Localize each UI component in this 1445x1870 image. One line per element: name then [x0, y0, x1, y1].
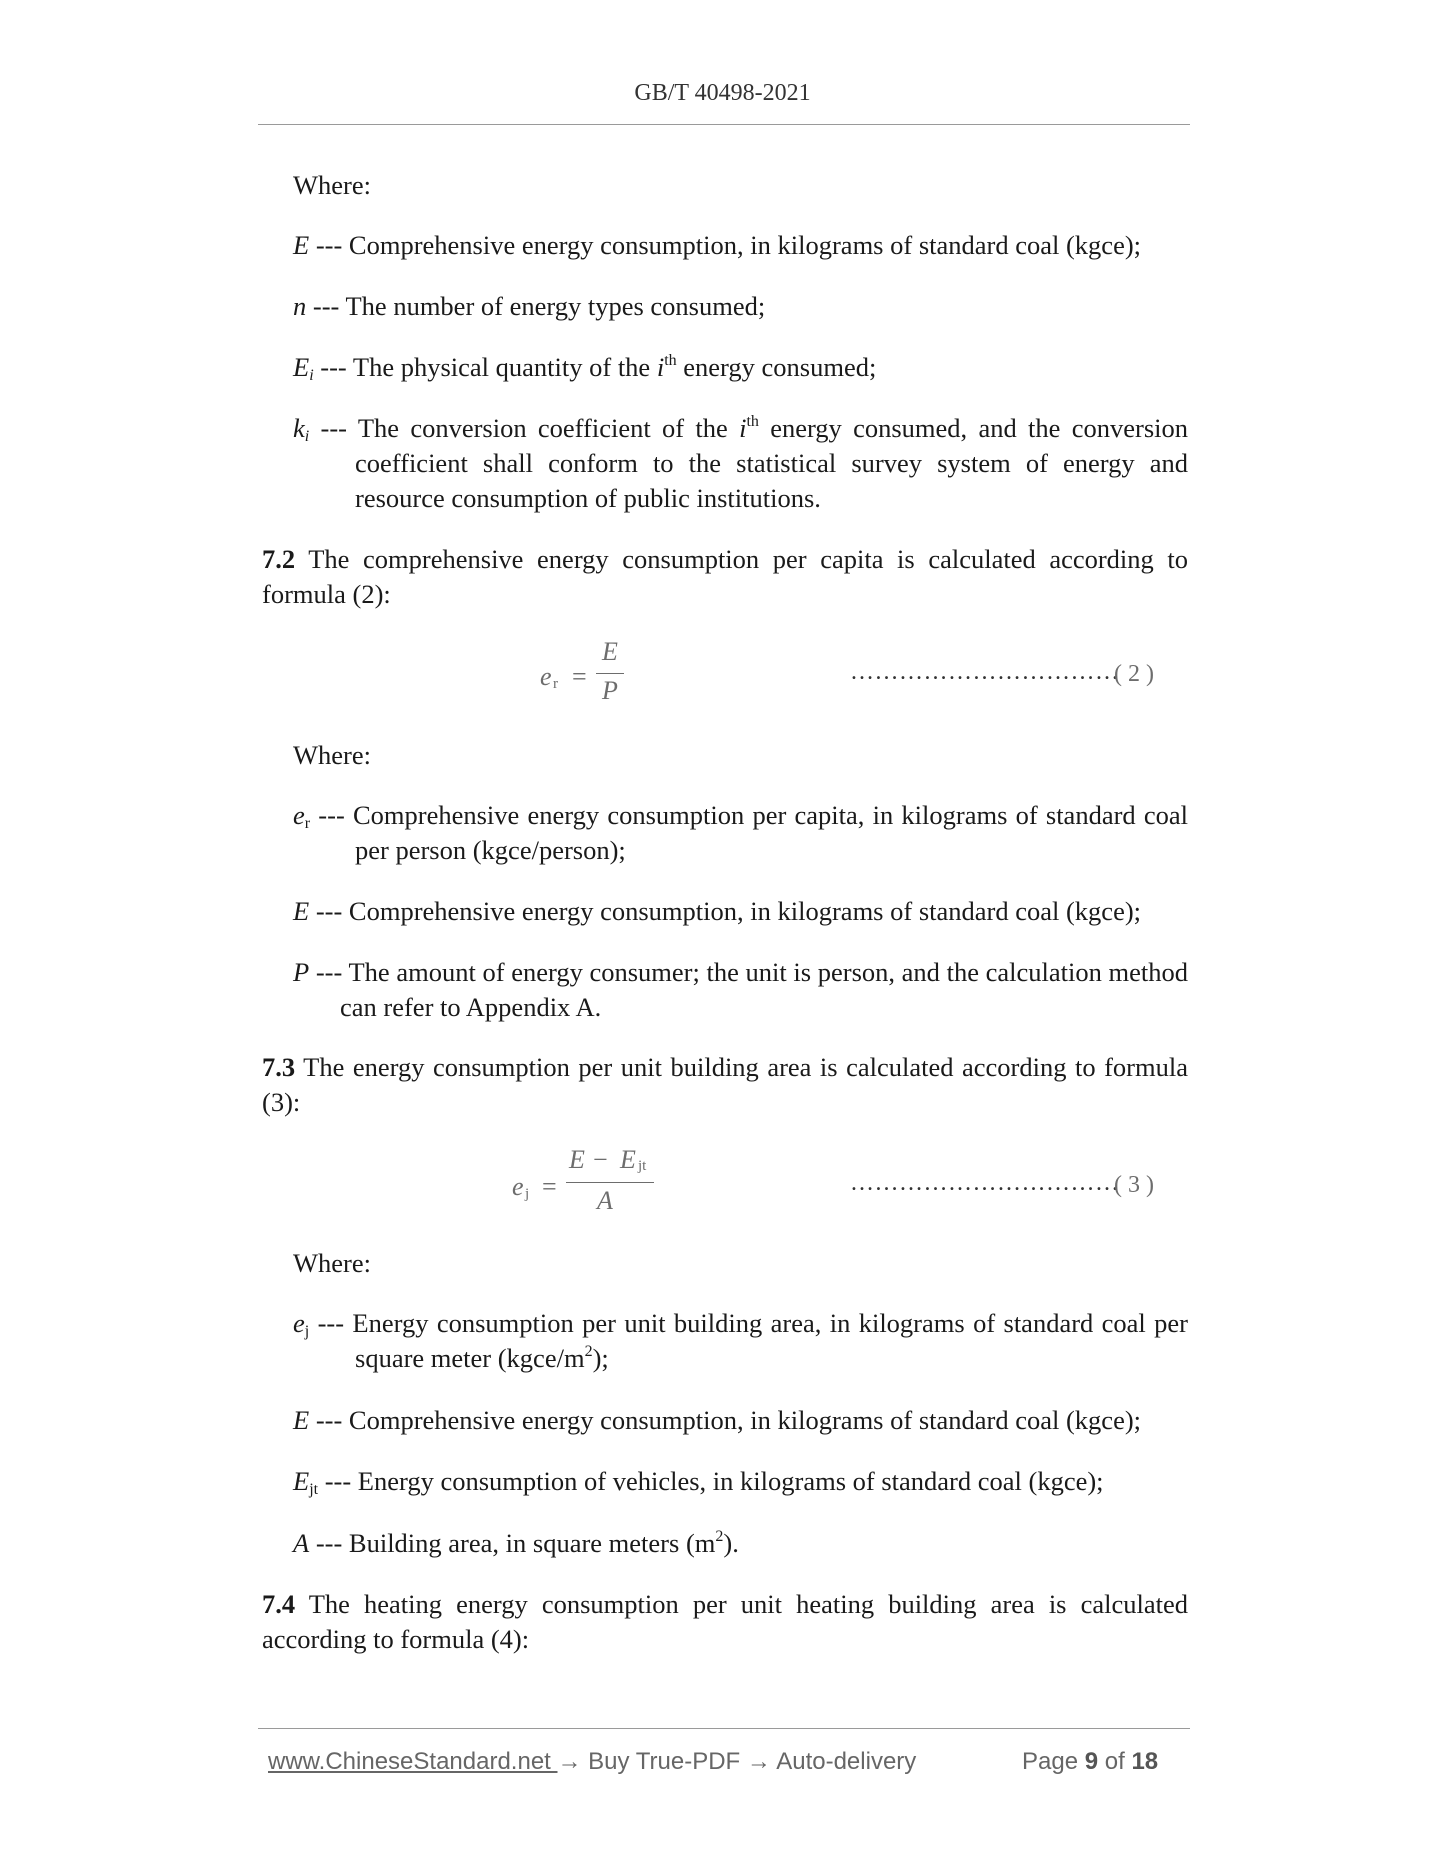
def-E-3: E --- Comprehensive energy consumption, in kilograms of standard coal (kgce);: [293, 1405, 1142, 1435]
header-rule: [258, 124, 1190, 125]
formula-2-number: ( 2 ): [1114, 661, 1154, 687]
def-Ejt: $E_{jt}$ --- Energy consumption of vehicles, in kilograms of standard coal (kgce);: [293, 1466, 1104, 1498]
document-header: GB/T 40498-2021: [634, 80, 811, 106]
footer-rule: [258, 1728, 1190, 1729]
def-n: n --- The number of energy types consumed;: [293, 291, 766, 321]
section-7-4: 7.4 The heating energy consumption per unit heating building area is calculated according to formula (4):: [262, 1589, 1188, 1654]
def-Ei: $E_i$ --- The physical quantity of the $i^{th}$ energy consumed;: [293, 352, 877, 384]
footer-promo: www.ChineseStandard.net → Buy True-PDF → Auto-delivery: [268, 1748, 917, 1775]
chinesestandard-link[interactable]: www.ChineseStandard.net: [268, 1748, 558, 1775]
def-P: P --- The amount of energy consumer; the unit is person, and the calculation method can refer to Appendix A.: [293, 957, 1188, 1022]
section-7-3: 7.3 The energy consumption per unit building area is calculated according to formula (3):: [262, 1052, 1188, 1117]
formula-3-leader: ……………………………: [850, 1170, 1120, 1196]
def-ki: $k_i$ --- The conversion coefficient of the $i^{th}$ energy consumed, and the conversion coefficient shall conform to the statistical survey system of energy and resource consumption of public institutions.: [293, 413, 1188, 513]
formula-2: e r = E P: [540, 640, 640, 710]
formula-3-number: ( 3 ): [1114, 1172, 1154, 1198]
where-label-3: Where:: [293, 1248, 371, 1278]
page-indicator: Page 9 of 18: [1022, 1748, 1159, 1775]
formula-2-leader: ……………………………: [850, 659, 1120, 685]
where-label-2: Where:: [293, 740, 371, 770]
where-label-1: Where:: [293, 170, 371, 200]
def-A: A --- Building area, in square meters $(m^2)$.: [293, 1528, 739, 1558]
def-E-1: E --- Comprehensive energy consumption, in kilograms of standard coal (kgce);: [293, 230, 1142, 260]
def-er: $e_r$ --- Comprehensive energy consumption per capita, in kilograms of standard coal per person (kgce/person);: [293, 800, 1188, 865]
def-E-2: E --- Comprehensive energy consumption, in kilograms of standard coal (kgce);: [293, 896, 1142, 926]
formula-3: e j = E − E jt A: [512, 1148, 662, 1220]
section-7-2: 7.2 The comprehensive energy consumption per capita is calculated according to formula (2):: [262, 544, 1188, 609]
def-ej: $e_j$ --- Energy consumption per unit building area, in kilograms of standard coal per square meter $(kgce/m^2)$;: [293, 1308, 1188, 1373]
